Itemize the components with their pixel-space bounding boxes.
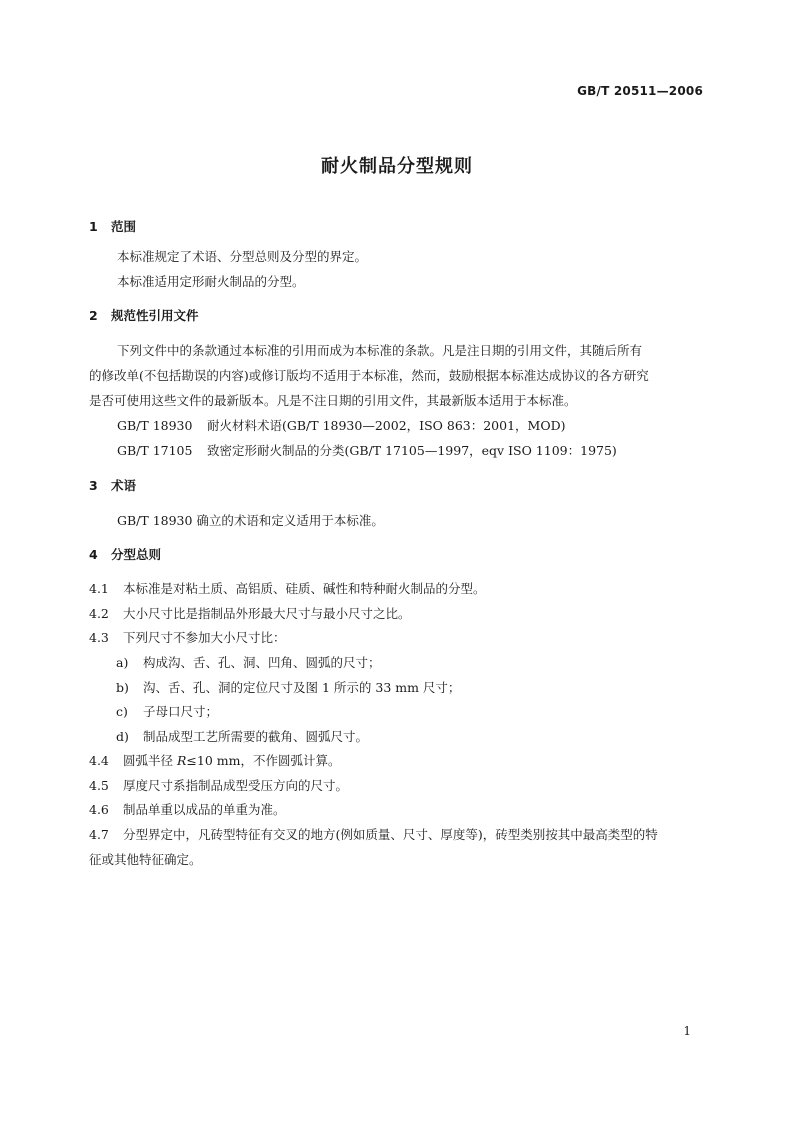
clause-number: 4.6 xyxy=(89,802,109,817)
section-3-heading xyxy=(89,478,136,494)
section-number: 1 xyxy=(89,219,98,234)
list-label: b) xyxy=(116,680,129,695)
section-2-paragraph-line-2: 的修改单(不包括勘误的内容)或修订版均不适用于本标准，然而，鼓励根据本标准达成协议的各方研究 xyxy=(89,368,649,383)
page-number: 1 xyxy=(683,1024,691,1038)
clause-text: 厚度尺寸系指制品成型受压方向的尺寸。 xyxy=(123,778,349,793)
clause-text-prefix: 圆弧半径 xyxy=(123,753,177,768)
list-text: 子母口尺寸； xyxy=(143,704,219,719)
clause-4-1 xyxy=(89,581,486,597)
list-item-b xyxy=(116,680,460,696)
list-label: d) xyxy=(116,729,129,744)
clause-text: 本标准是对粘土质、高铝质、硅质、碱性和特种耐火制品的分型。 xyxy=(123,581,486,596)
section-title: 分型总则 xyxy=(111,547,162,562)
section-4-heading xyxy=(89,547,161,563)
section-1-paragraph-1: 本标准规定了术语、分型总则及分型的界定。 xyxy=(117,249,368,264)
clause-text: 分型界定中，凡砖型特征有交叉的地方(例如质量、尺寸、厚度等)，砖型类别按其中最高类型的特 xyxy=(123,827,658,842)
list-label: a) xyxy=(116,655,129,670)
radius-variable: R xyxy=(176,753,187,768)
list-label: c) xyxy=(116,704,128,719)
clause-4-4 xyxy=(89,753,340,769)
clause-4-6 xyxy=(89,802,286,818)
section-1-heading xyxy=(89,219,136,235)
clause-number: 4.7 xyxy=(89,827,109,842)
standard-code: GB/T 20511—2006 xyxy=(577,84,703,98)
list-item-d xyxy=(116,729,368,745)
reference-title: 致密定形耐火制品的分类(GB/T 17105—1997，eqv ISO 1109：1975) xyxy=(207,443,617,458)
clause-4-3 xyxy=(89,630,286,646)
clause-number: 4.3 xyxy=(89,630,109,645)
clause-text: 大小尺寸比是指制品外形最大尺寸与最小尺寸之比。 xyxy=(123,606,411,621)
clause-4-2 xyxy=(89,606,411,622)
section-title: 范围 xyxy=(111,219,137,234)
reference-title: 耐火材料术语(GB/T 18930—2002，ISO 863：2001，MOD) xyxy=(207,418,566,433)
clause-text: 下列尺寸不参加大小尺寸比： xyxy=(123,630,286,645)
section-title: 规范性引用文件 xyxy=(111,308,199,323)
section-number: 3 xyxy=(89,478,98,493)
clause-number: 4.2 xyxy=(89,606,109,621)
list-item-a xyxy=(116,655,381,671)
clause-4-7 xyxy=(89,827,658,843)
section-2-heading xyxy=(89,308,199,324)
section-2-paragraph-line-1: 下列文件中的条款通过本标准的引用而成为本标准的条款。凡是注日期的引用文件，其随后所有 xyxy=(117,343,643,358)
list-text: 制品成型工艺所需要的截角、圆弧尺寸。 xyxy=(143,729,369,744)
clause-number: 4.4 xyxy=(89,753,109,768)
clause-number: 4.5 xyxy=(89,778,109,793)
reference-entry xyxy=(117,443,617,459)
list-item-c xyxy=(116,704,218,720)
clause-4-7-continuation: 征或其他特征确定。 xyxy=(89,852,202,867)
section-number: 4 xyxy=(89,547,98,562)
clause-text: 制品单重以成品的单重为准。 xyxy=(123,802,286,817)
reference-code: GB/T 18930 xyxy=(117,418,193,433)
section-title: 术语 xyxy=(111,478,137,493)
section-3-paragraph: GB/T 18930 确立的术语和定义适用于本标准。 xyxy=(117,513,384,528)
clause-number: 4.1 xyxy=(89,581,109,596)
document-title: 耐火制品分型规则 xyxy=(321,156,473,177)
clause-4-5 xyxy=(89,778,348,794)
section-2-paragraph-line-3: 是否可使用这些文件的最新版本。凡是不注日期的引用文件，其最新版本适用于本标准。 xyxy=(89,393,577,408)
reference-code: GB/T 17105 xyxy=(117,443,193,458)
clause-text-suffix: ≤10 mm，不作圆弧计算。 xyxy=(186,753,341,768)
reference-entry xyxy=(117,418,565,434)
list-text: 构成沟、舌、孔、洞、凹角、圆弧的尺寸； xyxy=(143,655,381,670)
list-text: 沟、舌、孔、洞的定位尺寸及图 1 所示的 33 mm 尺寸； xyxy=(143,680,461,695)
section-1-paragraph-2: 本标准适用定形耐火制品的分型。 xyxy=(117,274,305,289)
section-number: 2 xyxy=(89,308,98,323)
